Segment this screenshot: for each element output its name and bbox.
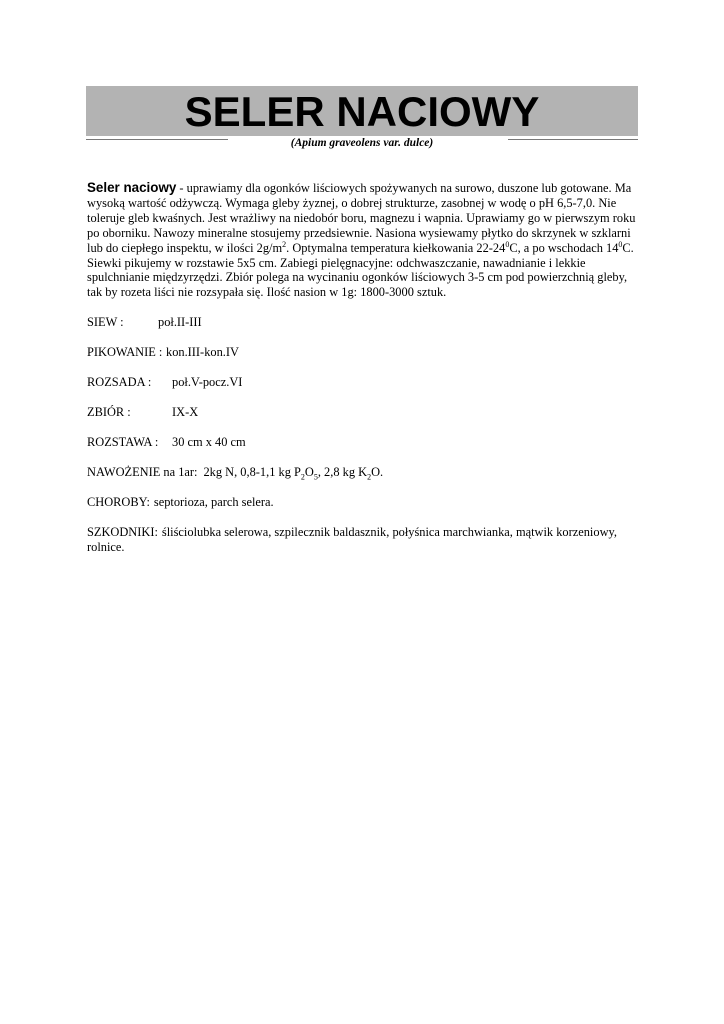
intro-text-4: C. Siewki pikujemy w rozstawie 5x5 cm. Zabiegi pielęgnacyjne: odchwaszczanie, nawadnianie i lekkie spulchnianie międzyrzędzi. Zbiór polega na wycinaniu ogonków liściowych 3-5 cm pod powierzchnią gleby, tak by rozeta liści nie rozsypała się. Ilość nasion w 1g: 1800-3000 sztuk.: [87, 240, 634, 300]
subtitle-rule-right: [508, 139, 638, 140]
intro-lead: Seler naciowy: [87, 180, 177, 195]
field-value-nawozenie-4: O.: [371, 464, 384, 479]
field-value-nawozenie-1: 2kg N, 0,8-1,1 kg P: [203, 464, 301, 479]
field-choroby: [87, 495, 639, 510]
page-title: SELER NACIOWY: [184, 88, 540, 135]
field-label-nawozenie: NAWOŻENIE na 1ar:: [87, 464, 198, 479]
field-pikowanie: [87, 345, 639, 360]
intro-text-1: - uprawiamy dla ogonków liściowych spożywanych na surowo, duszone lub gotowane. Ma wysoką wartość odżywczą. Wymaga gleby żyznej, o dobrej strukturze, zasobnej w wodę o pH 6,5-7,0. Nie toleruje gleb kwaśnych. Jest wrażliwy na niedobór boru, magnezu i wapnia. Uprawiamy go w pierwszym roku po oborniku. Nawozy mineralne stosujemy przedsiewnie. Nasiona wysiewamy płytko do skrzynek w szklarni lub do ciepłego inspektu, w ilości 2g/m: [87, 181, 636, 255]
document-body: [87, 181, 639, 554]
field-value-nawozenie-2: O: [304, 464, 314, 479]
field-label-zbior: ZBIÓR :: [87, 404, 131, 419]
field-nawozenie: [87, 465, 639, 480]
field-label-pikowanie: PIKOWANIE :: [87, 345, 163, 360]
field-rozstawa: [87, 435, 639, 450]
field-label-rozstawa: ROZSTAWA :: [87, 434, 159, 449]
field-label-siew: SIEW :: [87, 315, 124, 330]
field-label-szkodniki: SZKODNIKI:: [87, 524, 158, 539]
intro-text-2: . Optymalna temperatura kiełkowania 22-24: [286, 240, 506, 255]
intro-text-3: C, a po wschodach 14: [509, 240, 619, 255]
intro-sup-2: 0: [505, 239, 510, 249]
field-value-szkodniki: śliściolubka selerowa, szpilecznik baldasznik, połyśnica marchwianka, mątwik korzeniowy, rolnice.: [87, 524, 618, 554]
field-value-rozstawa: 30 cm x 40 cm: [172, 434, 246, 449]
field-sub-1: 2: [300, 472, 305, 482]
field-value-pikowanie: kon.III-kon.IV: [166, 345, 239, 360]
field-zbior: [87, 405, 639, 420]
title-band: [86, 86, 638, 136]
field-rozsada: [87, 375, 639, 390]
field-value-zbior: IX-X: [172, 404, 199, 419]
field-value-siew: poł.II-III: [158, 315, 202, 330]
field-szkodniki: [87, 525, 639, 555]
field-siew: [87, 315, 639, 330]
field-value-rozsada: poł.V-pocz.VI: [172, 375, 243, 390]
field-value-nawozenie-3: , 2,8 kg K: [317, 464, 368, 479]
field-sub-3: 2: [367, 472, 372, 482]
subtitle-row: [86, 136, 638, 154]
intro-sup-3: 0: [618, 239, 623, 249]
field-label-rozsada: ROZSADA :: [87, 375, 152, 390]
field-sub-2: 5: [313, 472, 318, 482]
latin-name: (Apium graveolens var. dulce): [290, 137, 434, 149]
intro-paragraph: [87, 181, 639, 300]
field-value-choroby: septorioza, parch selera.: [153, 494, 274, 509]
intro-sup-1: 2: [282, 239, 287, 249]
field-label-choroby: CHOROBY:: [87, 494, 150, 509]
